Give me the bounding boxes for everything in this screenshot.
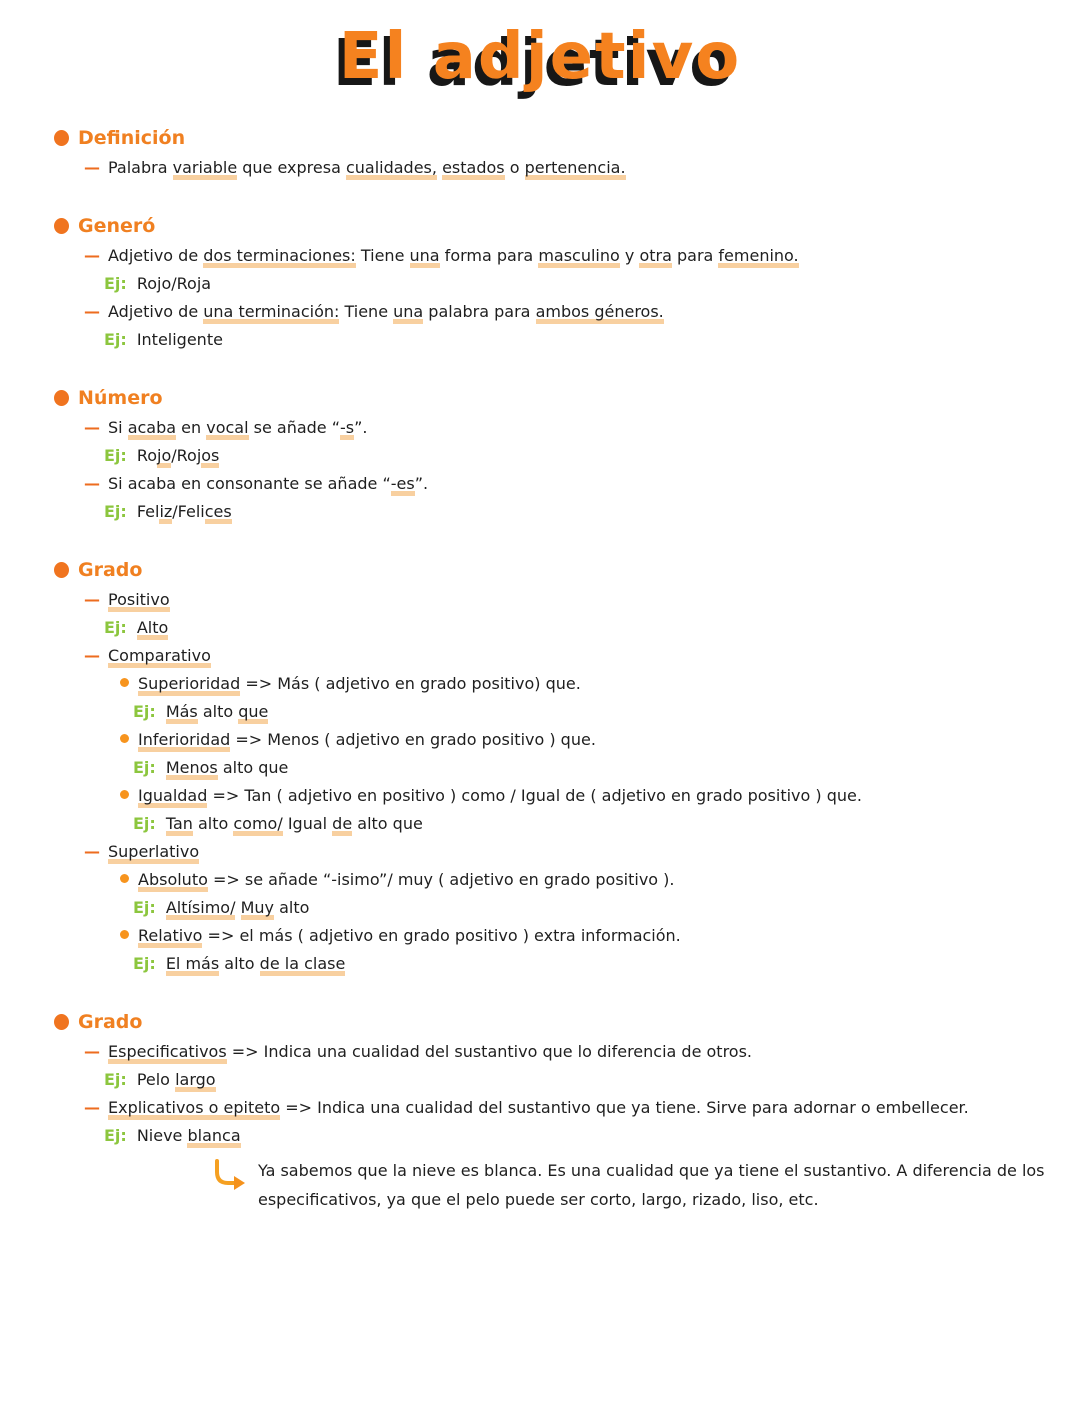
section-heading: Grado	[78, 1011, 143, 1033]
text: Tiene	[339, 302, 394, 321]
text: /Roj	[171, 446, 202, 465]
example-line	[104, 270, 1070, 298]
dot-icon	[120, 734, 129, 743]
example-label: Ej:	[104, 446, 127, 465]
underlined-text: masculino	[538, 246, 619, 268]
underlined-text: Más	[166, 702, 198, 724]
section-heading: Número	[78, 387, 163, 409]
underlined-text: Explicativos o epiteto	[108, 1098, 280, 1120]
underlined-text: ambos géneros.	[536, 302, 664, 324]
underlined-text: femenino.	[718, 246, 798, 268]
example-label: Ej:	[133, 898, 156, 917]
text: forma para	[439, 246, 539, 265]
underlined-text: de la clase	[260, 954, 346, 976]
section-heading-row	[54, 124, 1070, 152]
section-heading: Grado	[78, 559, 143, 581]
text: alto	[192, 814, 234, 833]
text: Fel	[136, 502, 160, 521]
dash-icon: —	[84, 474, 100, 493]
text	[235, 898, 240, 917]
text: para	[671, 246, 719, 265]
underlined-text: iz	[159, 502, 172, 524]
underlined-text: Inferioridad	[138, 730, 230, 752]
dot-icon	[120, 678, 129, 687]
text: => se añade “-isimo”/ muy ( adjetivo en grado positivo ).	[207, 870, 675, 889]
example-label: Ej:	[104, 502, 127, 521]
text: palabra para	[423, 302, 536, 321]
dash-icon: —	[84, 302, 100, 321]
underlined-text: largo	[175, 1070, 216, 1092]
page-title: El adjetivo	[338, 20, 742, 94]
list-item	[84, 1094, 1070, 1122]
text: alto	[197, 702, 239, 721]
section	[54, 384, 1070, 526]
list-item	[84, 242, 1070, 270]
sections	[0, 124, 1080, 1214]
section-heading-row	[54, 1008, 1070, 1036]
example-label: Ej:	[133, 758, 156, 777]
underlined-text: como/	[233, 814, 282, 836]
dot-icon	[120, 874, 129, 883]
list-item	[84, 838, 1070, 866]
sub-list-item	[120, 726, 1070, 754]
text: Igual	[282, 814, 333, 833]
example-label: Ej:	[104, 1126, 127, 1145]
dash-icon: —	[84, 418, 100, 437]
example-label: Ej:	[104, 618, 127, 637]
underlined-text: Superlativo	[108, 842, 199, 864]
underlined-text: vocal	[206, 418, 248, 440]
text: Inteligente	[136, 330, 223, 349]
underlined-text: cualidades,	[346, 158, 437, 180]
example-line	[104, 1066, 1070, 1094]
list-item	[84, 642, 1070, 670]
text: alto	[219, 954, 260, 973]
underlined-text: -s	[340, 418, 354, 440]
underlined-text: Alto	[137, 618, 168, 640]
example-label: Ej:	[104, 274, 127, 293]
section-heading-row	[54, 212, 1070, 240]
section-heading: Generó	[78, 215, 156, 237]
text: Rojo/Roja	[136, 274, 212, 293]
underlined-text: Especificativos	[108, 1042, 227, 1064]
underlined-text: Altísimo/	[166, 898, 236, 920]
note-row	[210, 1156, 1070, 1214]
text: y	[619, 246, 640, 265]
dash-icon: —	[84, 590, 100, 609]
underlined-text: una	[410, 246, 440, 268]
text: => Menos ( adjetivo en grado positivo ) que.	[230, 730, 596, 749]
underlined-text: acaba	[128, 418, 176, 440]
dash-icon: —	[84, 1042, 100, 1061]
text: alto que	[217, 758, 289, 777]
underlined-text: -es	[391, 474, 415, 496]
underlined-text: blanca	[187, 1126, 240, 1148]
underlined-text: una terminación:	[203, 302, 339, 324]
section-heading: Definición	[78, 127, 186, 149]
example-label: Ej:	[104, 330, 127, 349]
underlined-text: Positivo	[108, 590, 170, 612]
dash-icon: —	[84, 842, 100, 861]
text: Ro	[136, 446, 157, 465]
example-label: Ej:	[133, 702, 156, 721]
section-heading-row	[54, 556, 1070, 584]
sub-list-item	[120, 782, 1070, 810]
page	[0, 20, 1080, 1214]
text: Palabra	[108, 158, 173, 177]
note-text: Ya sabemos que la nieve es blanca. Es una cualidad que ya tiene el sustantivo. A diferencia de los especificativos, ya que el pelo puede ser corto, largo, rizado, liso, etc.	[258, 1161, 1045, 1209]
underlined-text: ces	[205, 502, 232, 524]
example-line	[133, 754, 1070, 782]
dash-icon: —	[84, 246, 100, 265]
example-line	[104, 614, 1070, 642]
text: se añade “	[248, 418, 341, 437]
underlined-text: Menos	[166, 758, 218, 780]
text: alto	[273, 898, 310, 917]
underlined-text: de	[332, 814, 352, 836]
section-heading-row	[54, 384, 1070, 412]
bullet-icon	[54, 562, 69, 578]
text: en	[176, 418, 207, 437]
text: Si	[108, 418, 128, 437]
example-line	[133, 950, 1070, 978]
list-item	[84, 1038, 1070, 1066]
text: que expresa	[237, 158, 346, 177]
sub-list-item	[120, 670, 1070, 698]
list-item	[84, 586, 1070, 614]
underlined-text: Relativo	[138, 926, 202, 948]
example-line	[104, 326, 1070, 354]
text: => Indica una cualidad del sustantivo que ya tiene. Sirve para adornar o embellecer.	[280, 1098, 969, 1117]
underlined-text: estados	[442, 158, 505, 180]
text: => Más ( adjetivo en grado positivo) que.	[240, 674, 581, 693]
section	[54, 1008, 1070, 1214]
underlined-text: Superioridad	[138, 674, 240, 696]
underlined-text: dos terminaciones:	[203, 246, 356, 268]
text: Adjetivo de	[108, 246, 204, 265]
underlined-text: Igualdad	[138, 786, 207, 808]
underlined-text: una	[393, 302, 423, 324]
curved-arrow-icon	[210, 1158, 246, 1196]
sub-list-item	[120, 866, 1070, 894]
text: ”.	[414, 474, 429, 493]
underlined-text: Tan	[166, 814, 193, 836]
text: Si acaba en consonante se añade “	[108, 474, 391, 493]
bullet-icon	[54, 130, 69, 146]
example-line	[104, 498, 1070, 526]
underlined-text: Comparativo	[108, 646, 211, 668]
bullet-icon	[54, 218, 69, 234]
text: => Tan ( adjetivo en positivo ) como / Igual de ( adjetivo en grado positivo ) que.	[207, 786, 862, 805]
text: => el más ( adjetivo en grado positivo ) extra información.	[202, 926, 681, 945]
dash-icon: —	[84, 646, 100, 665]
text: => Indica una cualidad del sustantivo que lo diferencia de otros.	[226, 1042, 753, 1061]
dash-icon: —	[84, 1098, 100, 1117]
bullet-icon	[54, 1014, 69, 1030]
text: alto que	[352, 814, 423, 833]
bullet-icon	[54, 390, 69, 406]
dash-icon: —	[84, 158, 100, 177]
list-item	[84, 154, 1070, 182]
underlined-text: os	[201, 446, 219, 468]
example-label: Ej:	[104, 1070, 127, 1089]
list-item	[84, 298, 1070, 326]
underlined-text: otra	[639, 246, 671, 268]
text: Nieve	[136, 1126, 188, 1145]
underlined-text: El más	[166, 954, 219, 976]
example-line	[133, 894, 1070, 922]
list-item	[84, 414, 1070, 442]
underlined-text: Absoluto	[138, 870, 208, 892]
example-label: Ej:	[133, 954, 156, 973]
sub-list-item	[120, 922, 1070, 950]
section	[54, 212, 1070, 354]
underlined-text: variable	[173, 158, 238, 180]
section	[54, 556, 1070, 978]
example-line	[104, 442, 1070, 470]
example-label: Ej:	[133, 814, 156, 833]
text: o	[504, 158, 525, 177]
example-line	[104, 1122, 1070, 1150]
example-line	[133, 810, 1070, 838]
dot-icon	[120, 930, 129, 939]
dot-icon	[120, 790, 129, 799]
underlined-text: pertenencia.	[525, 158, 626, 180]
section	[54, 124, 1070, 182]
text: ”.	[354, 418, 368, 437]
underlined-text: jo	[157, 446, 171, 468]
text: Tiene	[355, 246, 410, 265]
text: /Feli	[172, 502, 205, 521]
underlined-text: que	[238, 702, 268, 724]
example-line	[133, 698, 1070, 726]
text: Adjetivo de	[108, 302, 204, 321]
list-item	[84, 470, 1070, 498]
text: Pelo	[136, 1070, 176, 1089]
underlined-text: Muy	[241, 898, 274, 920]
